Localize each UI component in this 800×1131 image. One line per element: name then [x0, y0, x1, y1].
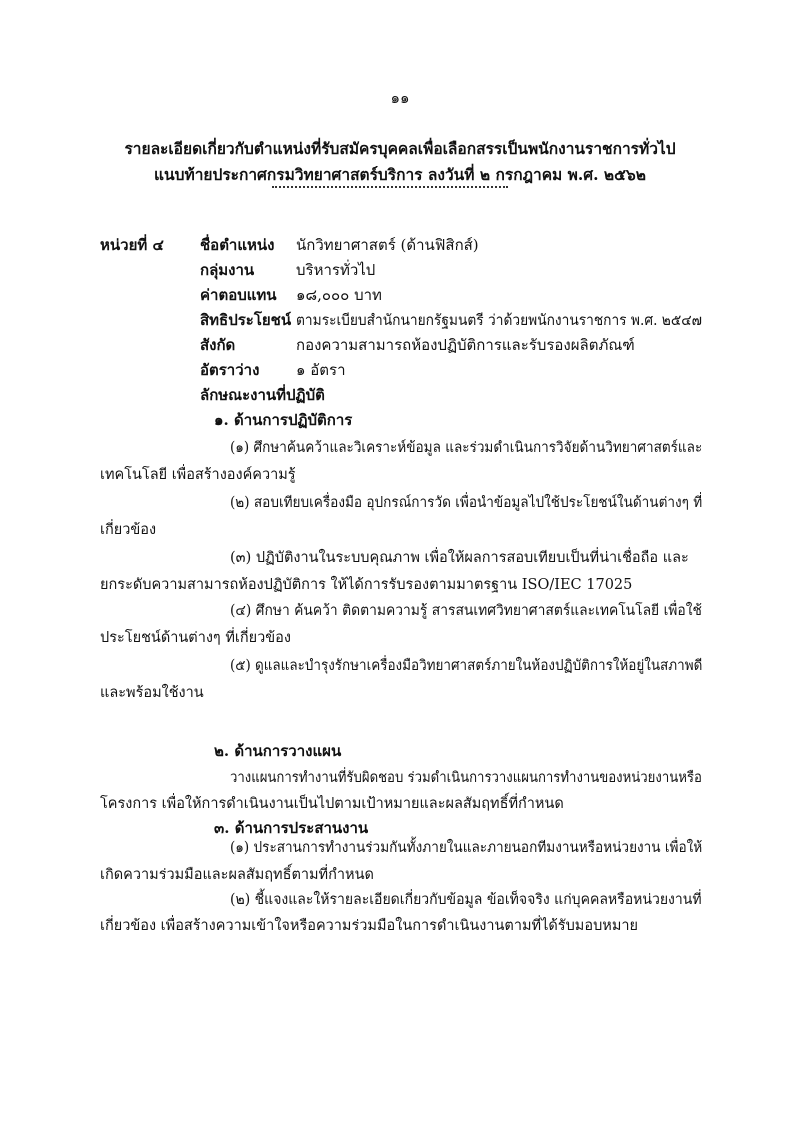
document-title-line-1: รายละเอียดเกี่ยวกับตำแหน่งที่รับสมัครบุคคลเพื่อเลือกสรรเป็นพนักงานราชการทั่วไป	[124, 139, 676, 158]
section-3-item-2-line-1: (๒) ชี้แจงและให้รายละเอียดเกี่ยวกับข้อมูล ข้อเท็จจริง แก่บุคคลหรือหน่วยงานที่	[230, 892, 702, 908]
field-label-benefits: สิทธิประโยชน์	[200, 311, 292, 329]
section-1-heading: ๑. ด้านการปฏิบัติการ	[214, 411, 353, 429]
section-3-item-2-line-2: เกี่ยวข้อง เพื่อสร้างความเข้าใจหรือความร่วมมือในการดำเนินงานตามที่ได้รับมอบหมาย	[100, 918, 639, 934]
field-label-affiliation: สังกัด	[200, 336, 236, 354]
field-label-position: ชื่อตำแหน่ง	[200, 236, 275, 254]
section-1-item-3-line-2: ยกระดับความสามารถห้องปฏิบัติการ ให้ได้การรับรองตามมาตรฐาน ISO/IEC 17025	[100, 577, 633, 593]
field-value-group: บริหารทั่วไป	[296, 261, 376, 279]
field-value-salary: ๑๘,๐๐๐ บาท	[296, 286, 382, 304]
section-1-item-1-line-1: (๑) ศึกษาค้นคว้าและวิเคราะห์ข้อมูล และร่วมดำเนินการวิจัยด้านวิทยาศาสตร์และ	[230, 440, 703, 456]
section-2-line-1: วางแผนการทำงานที่รับผิดชอบ ร่วมดำเนินการวางแผนการทำงานของหน่วยงานหรือ	[230, 770, 702, 786]
section-1-item-2-line-1: (๒) สอบเทียบเครื่องมือ อุปกรณ์การวัด เพื่อนำข้อมูลไปใช้ประโยชน์ในด้านต่างๆ ที่	[230, 495, 703, 511]
document-title-line-2: แนบท้ายประกาศกรมวิทยาศาสตร์บริการ ลงวันที่ ๒ กรกฎาคม พ.ศ. ๒๕๖๒	[154, 165, 646, 184]
section-1-item-5-line-1: (๕) ดูแลและบำรุงรักษาเครื่องมือวิทยาศาสตร์ภายในห้องปฏิบัติการให้อยู่ในสภาพดี	[230, 658, 703, 674]
section-1-item-5-line-2: และพร้อมใช้งาน	[100, 685, 204, 701]
field-label-salary: ค่าตอบแทน	[200, 286, 277, 304]
section-1-item-3-line-1: (๓) ปฏิบัติงานในระบบคุณภาพ เพื่อให้ผลการสอบเทียบเป็นที่น่าเชื่อถือ และ	[230, 550, 689, 566]
section-1-item-1-line-2: เทคโนโลยี เพื่อสร้างองค์ความรู้	[100, 467, 296, 483]
page-number: ๑๑	[390, 89, 410, 107]
field-label-group: กลุ่มงาน	[200, 261, 255, 279]
section-1-item-4-line-1: (๔) ศึกษา ค้นคว้า ติดตามความรู้ สารสนเทศวิทยาศาสตร์และเทคโนโลยี เพื่อใช้	[230, 603, 702, 619]
field-value-affiliation: กองความสามารถห้องปฏิบัติการและรับรองผลิตภัณฑ์	[296, 336, 635, 354]
field-value-vacancies: ๑ อัตรา	[296, 361, 346, 379]
field-label-vacancies: อัตราว่าง	[200, 361, 260, 379]
duties-heading: ลักษณะงานที่ปฏิบัติ	[200, 386, 325, 404]
section-1-item-2-line-2: เกี่ยวข้อง	[100, 522, 157, 538]
field-value-position: นักวิทยาศาสตร์ (ด้านฟิสิกส์)	[296, 236, 479, 254]
title-divider	[272, 186, 508, 188]
unit-label: หน่วยที่ ๔	[100, 236, 164, 254]
section-2-heading: ๒. ด้านการวางแผน	[214, 742, 342, 760]
section-1-item-4-line-2: ประโยชน์ด้านต่างๆ ที่เกี่ยวข้อง	[100, 630, 291, 646]
field-value-benefits: ตามระเบียบสำนักนายกรัฐมนตรี ว่าด้วยพนักงานราชการ พ.ศ. ๒๕๔๗	[296, 311, 703, 329]
section-3-heading: ๓. ด้านการประสานงาน	[214, 819, 369, 837]
section-3-item-1-line-1: (๑) ประสานการทำงานร่วมกันทั้งภายในและภายนอกทีมงานหรือหน่วยงาน เพื่อให้	[230, 840, 703, 856]
section-2-line-2: โครงการ เพื่อให้การดำเนินงานเป็นไปตามเป้าหมายและผลสัมฤทธิ์ที่กำหนด	[100, 796, 564, 812]
section-3-item-1-line-2: เกิดความร่วมมือและผลสัมฤทธิ์ตามที่กำหนด	[100, 867, 374, 883]
